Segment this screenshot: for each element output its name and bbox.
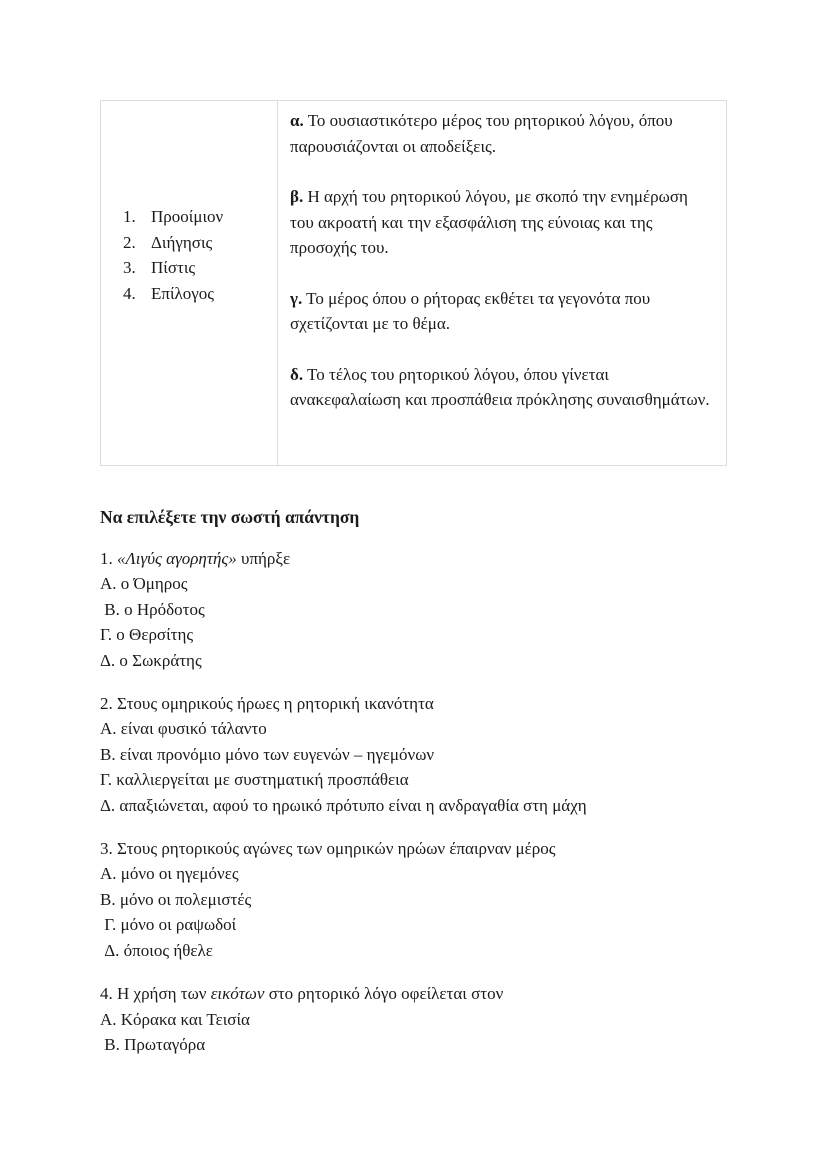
part-item (123, 255, 269, 281)
stem-italic-text: εικότων (210, 984, 265, 1004)
stem-text: 1. (100, 549, 117, 568)
part-label: Προοίμιον (151, 207, 224, 226)
stem-text: στο ρητορικό λόγο οφείλεται στον (264, 984, 504, 1004)
question-option: Α. ο Όμηρος (100, 574, 188, 594)
question-stem (100, 981, 740, 1006)
instructions-heading: Να επιλέξετε την σωστή απάντηση (100, 507, 360, 527)
definition-paragraph (290, 184, 712, 261)
definition-key: β. (290, 187, 304, 206)
questions-section (100, 505, 740, 1075)
question-option: Β. είναι προνόμιο μόνο των ευγενών – ηγεμόνων (100, 744, 435, 764)
table-definitions-column (278, 101, 726, 465)
definition-key: δ. (290, 364, 304, 384)
question-block-1 (100, 546, 740, 673)
question-option: Β. μόνο οι πολεμιστές (100, 889, 252, 909)
part-number: 4. (123, 283, 136, 303)
matching-table (100, 100, 727, 466)
definition-key: γ. (290, 288, 303, 308)
part-label: Διήγησις (151, 232, 213, 252)
part-number: 3. (123, 258, 136, 277)
question-option: Γ. μόνο οι ραψωδοί (100, 915, 237, 935)
stem-italic-text: «Λιγύς αγορητής» (117, 549, 237, 568)
question-option: Δ. απαξιώνεται, αφού το ηρωικό πρότυπο είναι η ανδραγαθία στη μάχη (100, 795, 587, 815)
question-option: Α. Κόρακα και Τεισία (100, 1009, 250, 1029)
question-block-3 (100, 836, 740, 963)
part-item (123, 230, 269, 256)
part-label: Πίστις (151, 258, 196, 277)
definition-text: Το μέρος όπου ο ρήτορας εκθέτει τα γεγονότα που σχετίζονται με το θέμα. (290, 288, 651, 333)
question-option: Β. ο Ηρόδοτος (100, 599, 205, 619)
part-label: Επίλογος (151, 283, 215, 303)
stem-text: υπήρξε (236, 549, 291, 568)
question-option: Γ. ο Θερσίτης (100, 625, 194, 645)
definition-paragraph (290, 286, 712, 337)
stem-text: 3. Στους ρητορικούς αγώνες των ομηρικών ηρώων έπαιρναν μέρος (100, 839, 556, 859)
question-option: Α. είναι φυσικό τάλαντο (100, 719, 267, 739)
question-option: Δ. όποιος ήθελε (100, 940, 213, 960)
question-option: Β. Πρωταγόρα (100, 1034, 206, 1054)
stem-text: 2. Στους ομηρικούς ήρωες η ρητορική ικανότητα (100, 694, 434, 714)
question-option: Δ. ο Σωκράτης (100, 650, 202, 670)
definition-text: Η αρχή του ρητορικού λόγου, με σκοπό την ενημέρωση του ακροατή και την εξασφάλιση της εύνοιας και της προσοχής του. (290, 187, 688, 257)
question-option: Γ. καλλιεργείται με συστηματική προσπάθεια (100, 770, 409, 790)
part-number: 1. (123, 207, 136, 226)
table-parts-column (101, 101, 278, 465)
question-option: Α. μόνο οι ηγεμόνες (100, 864, 239, 884)
question-block-4 (100, 981, 740, 1057)
part-number: 2. (123, 232, 136, 252)
question-stem (100, 836, 740, 861)
question-block-2 (100, 691, 740, 818)
question-stem (100, 546, 740, 571)
definition-text: Το τέλος του ρητορικού λόγου, όπου γίνεται ανακεφαλαίωση και προσπάθεια πρόκλησης συναισθημάτων. (290, 364, 710, 409)
part-item (123, 204, 269, 230)
definition-text: Το ουσιαστικότερο μέρος του ρητορικού λόγου, όπου παρουσιάζονται οι αποδείξεις. (290, 111, 673, 156)
part-item (123, 281, 269, 307)
definition-key: α. (290, 111, 304, 130)
stem-text: 4. Η χρήση των (100, 984, 211, 1004)
question-stem (100, 691, 740, 716)
definition-paragraph (290, 362, 712, 413)
definition-paragraph (290, 108, 712, 159)
